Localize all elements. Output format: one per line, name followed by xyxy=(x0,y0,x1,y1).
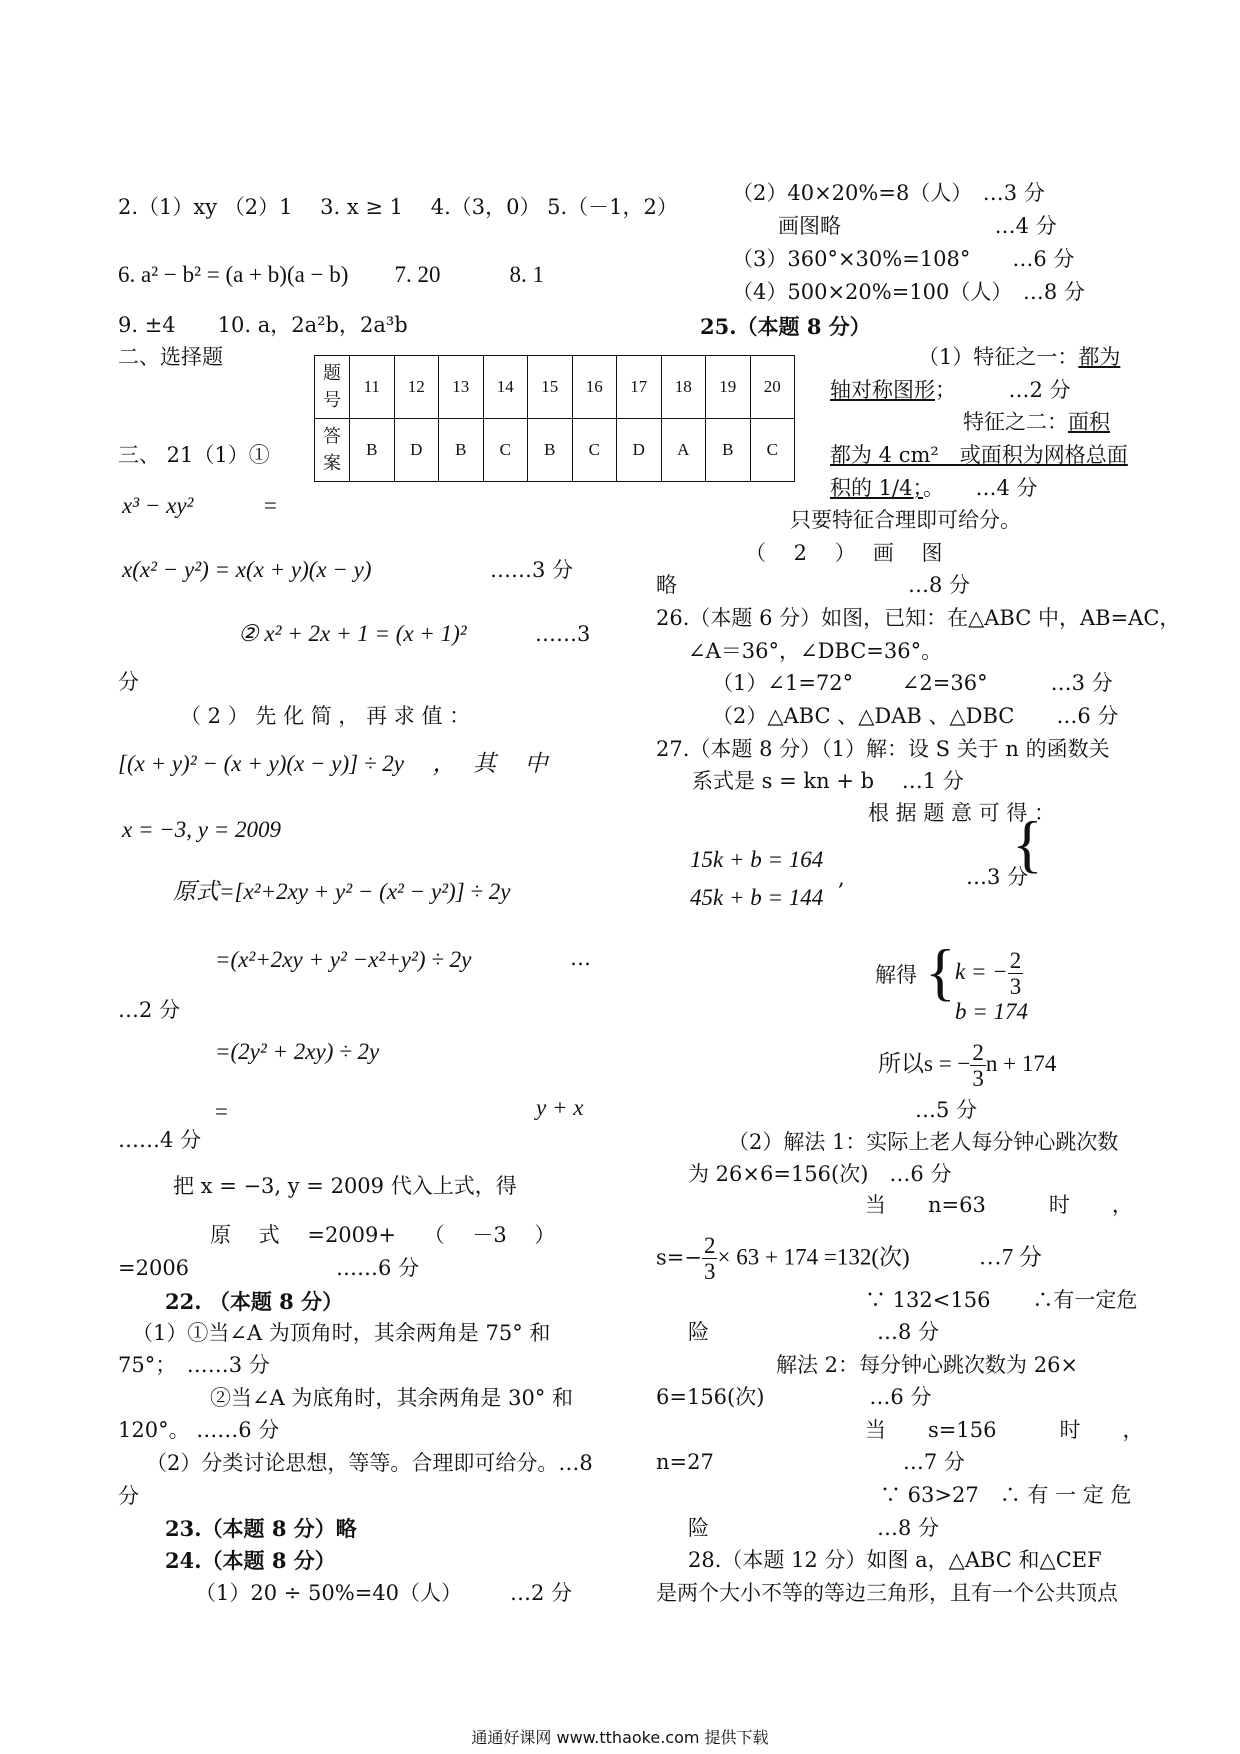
result-s-rest: n + 174 xyxy=(985,1051,1057,1077)
q27-line: 险 …8 分 xyxy=(688,1516,940,1540)
result-s-label: 所以s = − xyxy=(878,1051,971,1077)
q25-line xyxy=(830,380,1071,401)
q27-line: 解法 2：每分钟心跳次数为 26× xyxy=(776,1353,1079,1377)
table-cell: A xyxy=(661,419,706,482)
table-cell: C xyxy=(483,419,528,482)
score-mark: ……3 分 xyxy=(490,558,574,582)
denominator: 3 xyxy=(972,1066,984,1092)
table-cell: D xyxy=(617,419,662,482)
table-cell: C xyxy=(572,419,617,482)
section-heading-three: 三、 21（1）① xyxy=(118,443,270,467)
equation-comma: , xyxy=(838,866,845,890)
q25-line: （ 2 ） 画 图 xyxy=(745,541,943,565)
score-mark: …3 分 xyxy=(966,865,1029,889)
fraction xyxy=(970,1040,986,1092)
q22-line: ②当∠A 为底角时，其余两角是 30° 和 xyxy=(210,1386,574,1410)
q27-line: ∵ 63>27 ∴ 有 一 定 危 xyxy=(880,1483,1132,1507)
calc-rest: × 63 + 174 =132(次) …7 分 xyxy=(717,1244,1042,1270)
table-cell: 20 xyxy=(750,356,795,419)
q25-underlined: 面积 xyxy=(1068,410,1110,434)
q22-line: 75°； ……3 分 xyxy=(118,1353,270,1377)
step-4: = xyxy=(215,1099,228,1124)
q25-underlined: 轴对称图形 xyxy=(830,378,935,402)
table-cell: 18 xyxy=(661,356,706,419)
solution-k xyxy=(955,948,1023,1000)
score-mark: …5 分 xyxy=(915,1098,978,1122)
q25-note: 只要特征合理即可给分。 xyxy=(790,508,1021,532)
q25-line: 略 …8 分 xyxy=(656,573,971,597)
answer-line-1: 2.（1）xy （2）1 3. x ≥ 1 4.（3，0） 5.（－1，2） xyxy=(118,195,678,219)
brace-icon: { xyxy=(925,936,956,1007)
calc-prefix: s=− xyxy=(656,1245,702,1270)
fraction xyxy=(702,1233,718,1285)
score-mark: ……3 xyxy=(535,622,591,646)
denominator: 3 xyxy=(703,1259,716,1285)
q27-line: 当 s=156 时 ， xyxy=(865,1418,1144,1442)
table-cell: B xyxy=(350,419,395,482)
solution-b: b = 174 xyxy=(955,999,1029,1024)
table-header-answer: 答案 xyxy=(315,419,350,482)
simplify-prompt: （ 2 ） 先 化 简 ， 再 求 值 ： xyxy=(180,704,471,728)
q24-line: （3）360°×30%=108° …6 分 xyxy=(732,247,1075,271)
result-line: 原 式 =2009+ （ －3 ） xyxy=(210,1223,556,1247)
variable-values: x = −3, y = 2009 xyxy=(122,817,281,842)
question-25-heading: 25.（本题 8 分） xyxy=(700,314,871,339)
table-cell: 14 xyxy=(483,356,528,419)
result-line-2: =2006 ……6 分 xyxy=(118,1256,420,1280)
equation: 15k + b = 164 xyxy=(690,847,824,872)
q27-line: （2）解法 1：实际上老人每分钟心跳次数 xyxy=(728,1130,1119,1154)
q25-text: （1）特征之一： xyxy=(918,345,1079,369)
q27-line: 6=156(次) …6 分 xyxy=(656,1385,932,1409)
numerator: 2 xyxy=(703,1233,716,1258)
answer-table xyxy=(314,355,795,482)
table-cell: B xyxy=(439,419,484,482)
step-1: 原式=[x²+2xy + y² − (x² − y²)] ÷ 2y xyxy=(173,879,511,904)
simplify-expr: [(x + y)² − (x + y)(x − y)] ÷ 2y ， 其 中 xyxy=(118,751,548,776)
q26-line: ∠A＝36°，∠DBC=36°。 xyxy=(688,639,943,663)
table-cell: B xyxy=(528,419,573,482)
q24-line: （4）500×20%=100（人） …8 分 xyxy=(732,280,1085,304)
answer-line-2: 6. a² − b² = (a + b)(a − b) 7. 20 8. 1 xyxy=(118,262,544,287)
table-cell: 12 xyxy=(394,356,439,419)
step-2: =(x²+2xy + y² −x²+y²) ÷ 2y xyxy=(215,947,472,972)
result-s xyxy=(878,1040,1056,1092)
table-cell: B xyxy=(706,419,751,482)
q27-line: 当 n=63 时 ， xyxy=(865,1193,1133,1217)
table-row xyxy=(315,419,795,482)
q27-line: 系式是 s = kn + b …1 分 xyxy=(692,769,964,793)
table-cell: 19 xyxy=(706,356,751,419)
score-mark: …2 分 xyxy=(510,1581,573,1605)
q25-line xyxy=(918,347,1120,368)
q25-text: ； …2 分 xyxy=(935,378,1071,402)
q22-line: （1）①当∠A 为顶角时，其余两角是 75° 和 xyxy=(132,1321,551,1345)
q24-line: （1）20 ÷ 50%=40（人） xyxy=(195,1581,463,1605)
factor-line-1: x(x² − y²) = x(x + y)(x − y) xyxy=(122,557,372,582)
q25-line xyxy=(963,412,1110,433)
equation: 45k + b = 144 xyxy=(690,885,824,910)
q26-line: （1）∠1=72° ∠2=36° …3 分 xyxy=(712,671,1113,695)
numerator: 2 xyxy=(972,1040,984,1065)
denominator: 3 xyxy=(1009,974,1022,1000)
table-header-number: 题号 xyxy=(315,356,350,419)
fraction xyxy=(1008,948,1024,1000)
q25-text: 特征之二： xyxy=(963,410,1068,434)
solve-label: 解得 xyxy=(875,963,917,987)
expr-line: x³ − xy² = xyxy=(122,493,278,518)
q27-line: 险 …8 分 xyxy=(688,1320,940,1344)
table-row xyxy=(315,356,795,419)
question-23-heading: 23.（本题 8 分）略 xyxy=(165,1516,357,1541)
q22-line: 120°。 ……6 分 xyxy=(118,1418,280,1442)
question-22-heading: 22. （本题 8 分） xyxy=(165,1289,344,1314)
q24-line: （2）40×20%=8（人） …3 分 xyxy=(732,181,1045,205)
brace-icon: { xyxy=(1012,808,1043,879)
score-mark: … xyxy=(570,946,591,970)
question-24-heading: 24.（本题 8 分） xyxy=(165,1548,336,1573)
question-27-heading: 27.（本题 8 分）（1）解：设 S 关于 n 的函数关 xyxy=(656,737,1110,761)
score-mark: 分 xyxy=(118,1484,139,1508)
table-cell: 16 xyxy=(572,356,617,419)
step-4-result: y + x xyxy=(536,1095,584,1120)
q25-line: 都为 4 cm² 或面积为网格总面 xyxy=(830,443,1128,467)
q25-underlined: 都为 xyxy=(1078,345,1121,369)
factor-line-2: ② x² + 2x + 1 = (x + 1)² xyxy=(238,621,467,646)
step-3: =(2y² + 2xy) ÷ 2y xyxy=(215,1039,380,1064)
footer-text: 通通好课网 www.tthaoke.com 提供下载 xyxy=(471,1728,769,1747)
numerator: 2 xyxy=(1009,948,1022,973)
question-26-heading: 26.（本题 6 分）如图，已知：在△ABC 中，AB=AC， xyxy=(656,606,1181,630)
q27-line: ∵ 132<156 ∴有一定危 xyxy=(865,1288,1138,1312)
q27-line: n=27 …7 分 xyxy=(656,1450,965,1474)
table-cell: D xyxy=(394,419,439,482)
q25-text: 。 …4 分 xyxy=(922,476,1038,500)
q28-line: 是两个大小不等的等边三角形，且有一个公共顶点 xyxy=(656,1581,1118,1605)
q27-line: 为 26×6=156(次) …6 分 xyxy=(688,1162,952,1186)
score-mark: 分 xyxy=(118,670,139,694)
substitute-line: 把 x = −3, y = 2009 代入上式，得 xyxy=(173,1174,517,1198)
q27-calc xyxy=(656,1233,1042,1285)
q25-line xyxy=(830,478,1038,499)
table-cell: 11 xyxy=(350,356,395,419)
table-cell: 17 xyxy=(617,356,662,419)
table-cell: C xyxy=(750,419,795,482)
q26-line: （2）△ABC 、△DAB 、△DBC …6 分 xyxy=(712,704,1119,728)
q27-line: 根 据 题 意 可 得 ： xyxy=(868,801,1056,825)
q22-line: （2）分类讨论思想，等等。合理即可给分。…8 xyxy=(146,1451,593,1475)
q25-underlined: 积的 1/4； xyxy=(830,476,923,500)
q24-line: 画图略 …4 分 xyxy=(778,214,1057,238)
score-mark: …2 分 xyxy=(118,998,181,1022)
table-cell: 13 xyxy=(439,356,484,419)
section-heading-choice: 二、选择题 xyxy=(118,345,223,369)
solution-k-label: k = − xyxy=(955,959,1008,985)
answer-line-3: 9. ±4 10. a，2a²b，2a³b xyxy=(118,313,408,337)
table-cell: 15 xyxy=(528,356,573,419)
score-mark: ……4 分 xyxy=(118,1128,202,1152)
question-28-heading: 28.（本题 12 分）如图 a，△ABC 和△CEF xyxy=(688,1548,1102,1572)
